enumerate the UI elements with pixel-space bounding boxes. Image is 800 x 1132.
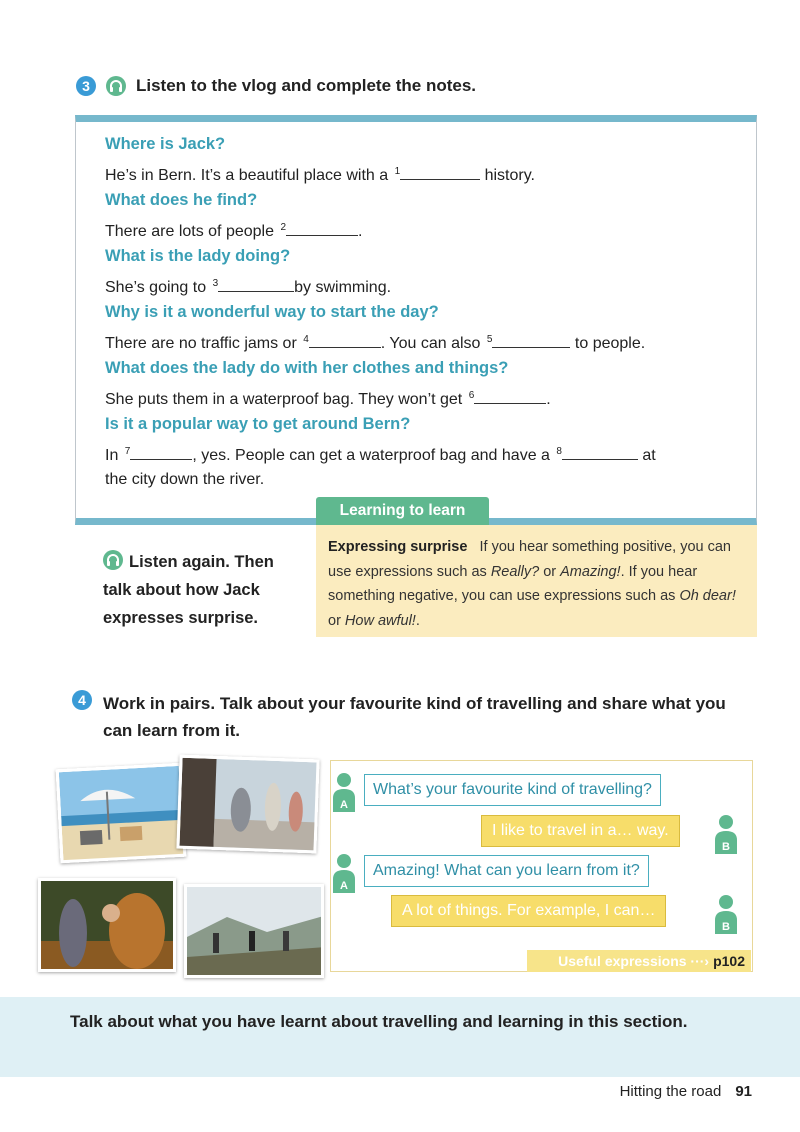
blank-6[interactable]	[474, 388, 546, 404]
answer-1: He’s in Bern. It’s a beautiful place with a $^1$ history.	[105, 166, 535, 184]
question-2: What does he find?	[105, 191, 258, 209]
exercise-4-badge: 4	[72, 690, 92, 710]
svg-text:A: A	[340, 799, 348, 811]
blank-8[interactable]	[562, 444, 638, 460]
question-6: Is it a popular way to get around Bern?	[105, 415, 411, 433]
learning-to-learn-box: Expressing surprise If you hear something positive, you can use expressions such as Really? or Amazing!. If you hear something negative, you can use expressions such as Oh dear! or How awful!.	[316, 525, 757, 637]
exercise-4-instruction: Work in pairs. Talk about your favourite kind of travelling and share what you can learn from it.	[103, 694, 726, 740]
svg-text:B: B	[722, 921, 730, 933]
dialog-line-2: I like to travel in a… way.	[481, 815, 680, 847]
beach-photo	[56, 763, 187, 863]
learning-to-learn-tab: Learning to learn	[316, 497, 489, 525]
answer-5: She puts them in a waterproof bag. They won’t get $^6$ .	[105, 390, 551, 408]
useful-expressions-link[interactable]: Useful expressions ···› p102	[527, 950, 751, 972]
notes-content	[105, 130, 745, 494]
headphones-icon	[106, 76, 126, 96]
listen-again-instruction: Listen again. Then talk about how Jack expresses surprise.	[103, 553, 274, 627]
blank-7[interactable]	[130, 444, 192, 460]
unit-title: Hitting the road	[619, 1083, 722, 1100]
answer-6-line-2: the city down the river.	[105, 471, 265, 488]
blank-4[interactable]	[309, 332, 381, 348]
page-number: 91	[735, 1083, 752, 1100]
mountain-hikers-photo	[184, 884, 324, 978]
svg-text:B: B	[722, 841, 730, 853]
speaker-a-icon	[332, 772, 356, 812]
blank-3[interactable]	[218, 276, 294, 292]
summary-text: Talk about what you have learnt about travelling and learning in this section.	[70, 1012, 688, 1031]
question-5: What does the lady do with her clothes and things?	[105, 359, 509, 377]
blank-1[interactable]	[400, 164, 480, 180]
answer-2: There are lots of people $^2$ .	[105, 222, 363, 240]
speaker-b-icon	[714, 814, 738, 854]
hikers-closeup-photo	[38, 878, 176, 972]
question-1: Where is Jack?	[105, 135, 226, 153]
exercise-3-badge: 3	[76, 76, 96, 96]
dialog-line-3: Amazing! What can you learn from it?	[364, 855, 649, 887]
blank-2[interactable]	[286, 220, 358, 236]
dialog-line-4: A lot of things. For example, I can…	[391, 895, 666, 927]
question-4: Why is it a wonderful way to start the day?	[105, 303, 439, 321]
exercise-3-instruction: Listen to the vlog and complete the notes.	[136, 76, 477, 95]
svg-text:A: A	[340, 880, 348, 892]
dialog-line-1: What’s your favourite kind of travelling?	[364, 774, 661, 806]
page-footer	[620, 1083, 752, 1100]
answer-6: In $^7$ , yes. People can get a waterproof bag and have a $^8$ at	[105, 446, 656, 464]
blank-5[interactable]	[492, 332, 570, 348]
question-3: What is the lady doing?	[105, 247, 291, 265]
speaker-a-icon	[332, 853, 356, 893]
speaker-b-icon	[714, 894, 738, 934]
answer-3: She’s going to $^3$ by swimming.	[105, 278, 392, 296]
street-photo	[176, 755, 319, 854]
answer-4: There are no traffic jams or $^4$ . You can also $^5$ to people.	[105, 334, 646, 352]
